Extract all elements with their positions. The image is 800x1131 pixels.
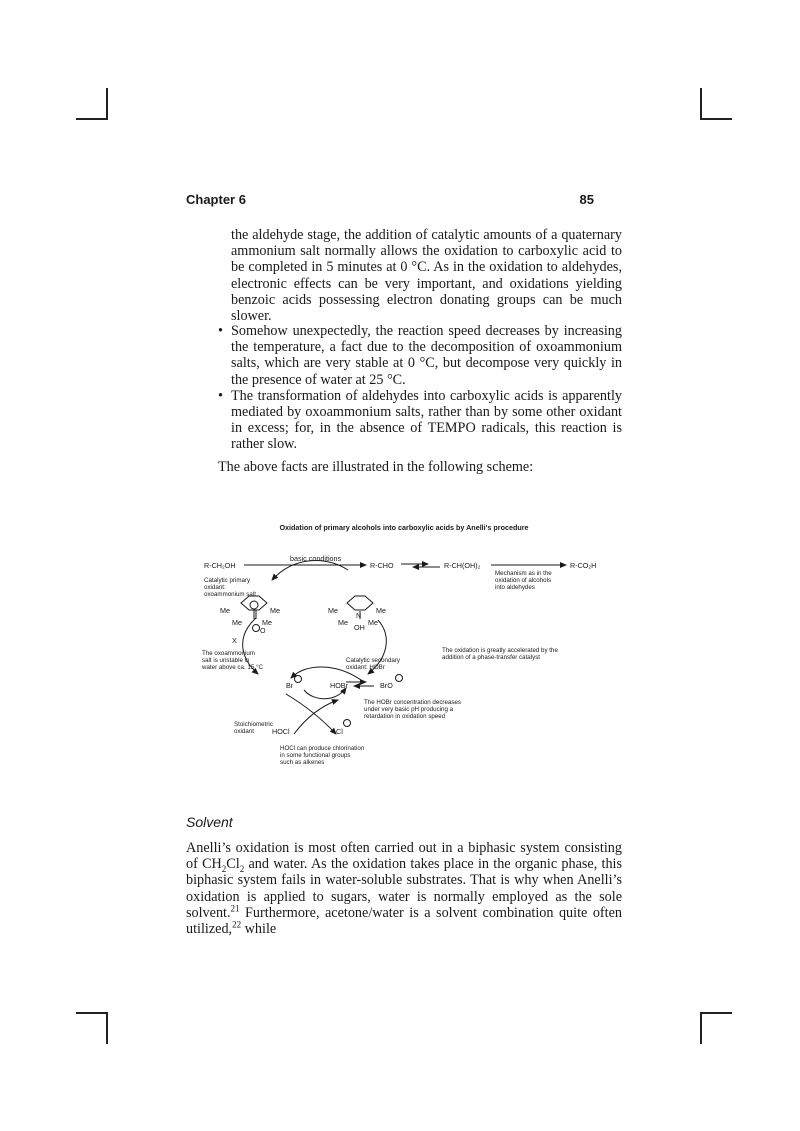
- crop-mark: [702, 1012, 732, 1014]
- page-number: 85: [579, 192, 594, 207]
- crop-mark: [76, 1012, 106, 1014]
- hocl-note: such as alkenes: [280, 759, 325, 766]
- stoichiometric-oxidant-note: oxidant: [234, 728, 254, 735]
- crop-mark: [700, 1012, 702, 1044]
- hobr-note: retardation in oxidation speed: [364, 713, 446, 720]
- bullet-list: [218, 323, 622, 453]
- hypobromite-label: BrO: [380, 681, 393, 690]
- bullet-dot: •: [218, 323, 223, 339]
- mechanism-note: Mechanism as in the: [495, 570, 552, 577]
- counterion-label: X: [232, 636, 237, 645]
- hocl-label: HOCl: [272, 727, 290, 736]
- crop-mark: [106, 88, 108, 120]
- primary-oxidant-note: oxoammonium salt: [204, 591, 256, 598]
- methyl-label: Me: [376, 606, 386, 615]
- methyl-label: Me: [270, 606, 280, 615]
- reaction-scheme: [196, 518, 616, 808]
- hobr-label: HOBr: [330, 681, 348, 690]
- chapter-label: Chapter 6: [186, 192, 246, 207]
- unstable-note: water above ca. 15 °C: [202, 664, 263, 671]
- section-title-solvent: Solvent: [186, 814, 233, 830]
- secondary-oxidant-note: Catalytic secondary: [346, 657, 400, 664]
- mechanism-note: oxidation of alcohols: [495, 577, 552, 584]
- hydrate-label: R-CH(OH)₂: [444, 561, 481, 570]
- solvent-paragraph: Anelli’s oxidation is most often carried out in a biphasic system consisting of $CH_2Cl_2$ and water. As the oxidation takes place in the organic phase, this biphasic system fails in water-soluble substrates. That is why when Anelli’s oxidation is applied to sugars, water is normally employed as the sole solvent.$^{21}$ Furthermore, acetone/water is a solvent combination quite often utilized,$^{22}$ while: [186, 840, 623, 938]
- basic-conditions-label: basic conditions: [290, 554, 342, 563]
- running-header: [186, 192, 594, 207]
- hocl-note: in some functional groups: [280, 752, 351, 759]
- scheme-intro: The above facts are illustrated in the following scheme:: [218, 459, 534, 475]
- hobr-note: The HOBr concentration decreases: [364, 699, 461, 706]
- crop-mark: [76, 118, 106, 120]
- crop-mark: [106, 1012, 108, 1044]
- bullet-item: [218, 323, 622, 388]
- crop-mark: [700, 88, 702, 120]
- methyl-label: Me: [262, 618, 272, 627]
- unstable-note: salt is unstable in: [202, 657, 250, 664]
- methyl-label: Me: [368, 618, 378, 627]
- nitrogen-label: N: [356, 611, 362, 620]
- secondary-oxidant-note: oxidant: HOBr: [346, 664, 385, 671]
- methyl-label: Me: [220, 606, 230, 615]
- bromide-label: Br: [286, 681, 294, 690]
- crop-mark: [702, 118, 732, 120]
- phase-transfer-note: addition of a phase-transfer catalyst: [442, 654, 541, 661]
- methyl-label: Me: [328, 606, 338, 615]
- bullet-text: Somehow unexpectedly, the reaction speed decreases by increasing the temperature, a fact due to the decomposition of oxoammonium salts, which are very stable at 0 °C, but decompose very quickly in the presence of water at 25 °C.: [231, 323, 622, 388]
- primary-oxidant-note: oxidant:: [204, 584, 226, 591]
- chloride-label: Cl: [336, 727, 343, 736]
- hocl-note: HOCl can produce chlorination: [280, 745, 365, 752]
- methyl-label: Me: [338, 618, 348, 627]
- hydroxylamine-oh-label: OH: [354, 623, 365, 632]
- phase-transfer-note: The oxidation is greatly accelerated by the: [442, 647, 558, 654]
- mechanism-note: into aldehydes: [495, 584, 535, 591]
- citation-22: 22: [232, 919, 242, 930]
- citation-21: 21: [230, 903, 240, 914]
- hobr-note: under very basic pH producing a: [364, 706, 454, 713]
- bullet-text: The transformation of aldehydes into carboxylic acids is apparently mediated by oxoammonium salts, rather than by some other oxidant in excess; for, in the absence of TEMPO radicals, this reaction is rather slow.: [231, 387, 622, 453]
- acid-label: R-CO₂H: [570, 561, 597, 570]
- oxo-oxygen-label: O: [260, 626, 266, 635]
- continuation-paragraph: the aldehyde stage, the addition of catalytic amounts of a quaternary ammonium salt normally allows the oxidation to carboxylic acid to be completed in 5 minutes at 0 °C. As in the oxidation to aldehydes, electronic effects can be very important, and oxidations yielding benzoic acids possessing electron donating groups can be much slower.: [231, 227, 622, 325]
- bullet-dot: •: [218, 387, 223, 404]
- unstable-note: The oxoammonium: [202, 650, 255, 657]
- alcohol-label: R-CH₂OH: [204, 561, 236, 570]
- bullet-item: [218, 388, 622, 453]
- aldehyde-label: R-CHO: [370, 561, 394, 570]
- methyl-label: Me: [232, 618, 242, 627]
- scheme-title: Oxidation of primary alcohols into carboxylic acids by Anelli's procedure: [279, 523, 529, 532]
- stoichiometric-oxidant-note: Stoichiometric: [234, 721, 273, 728]
- primary-oxidant-note: Catalytic primary: [204, 577, 251, 584]
